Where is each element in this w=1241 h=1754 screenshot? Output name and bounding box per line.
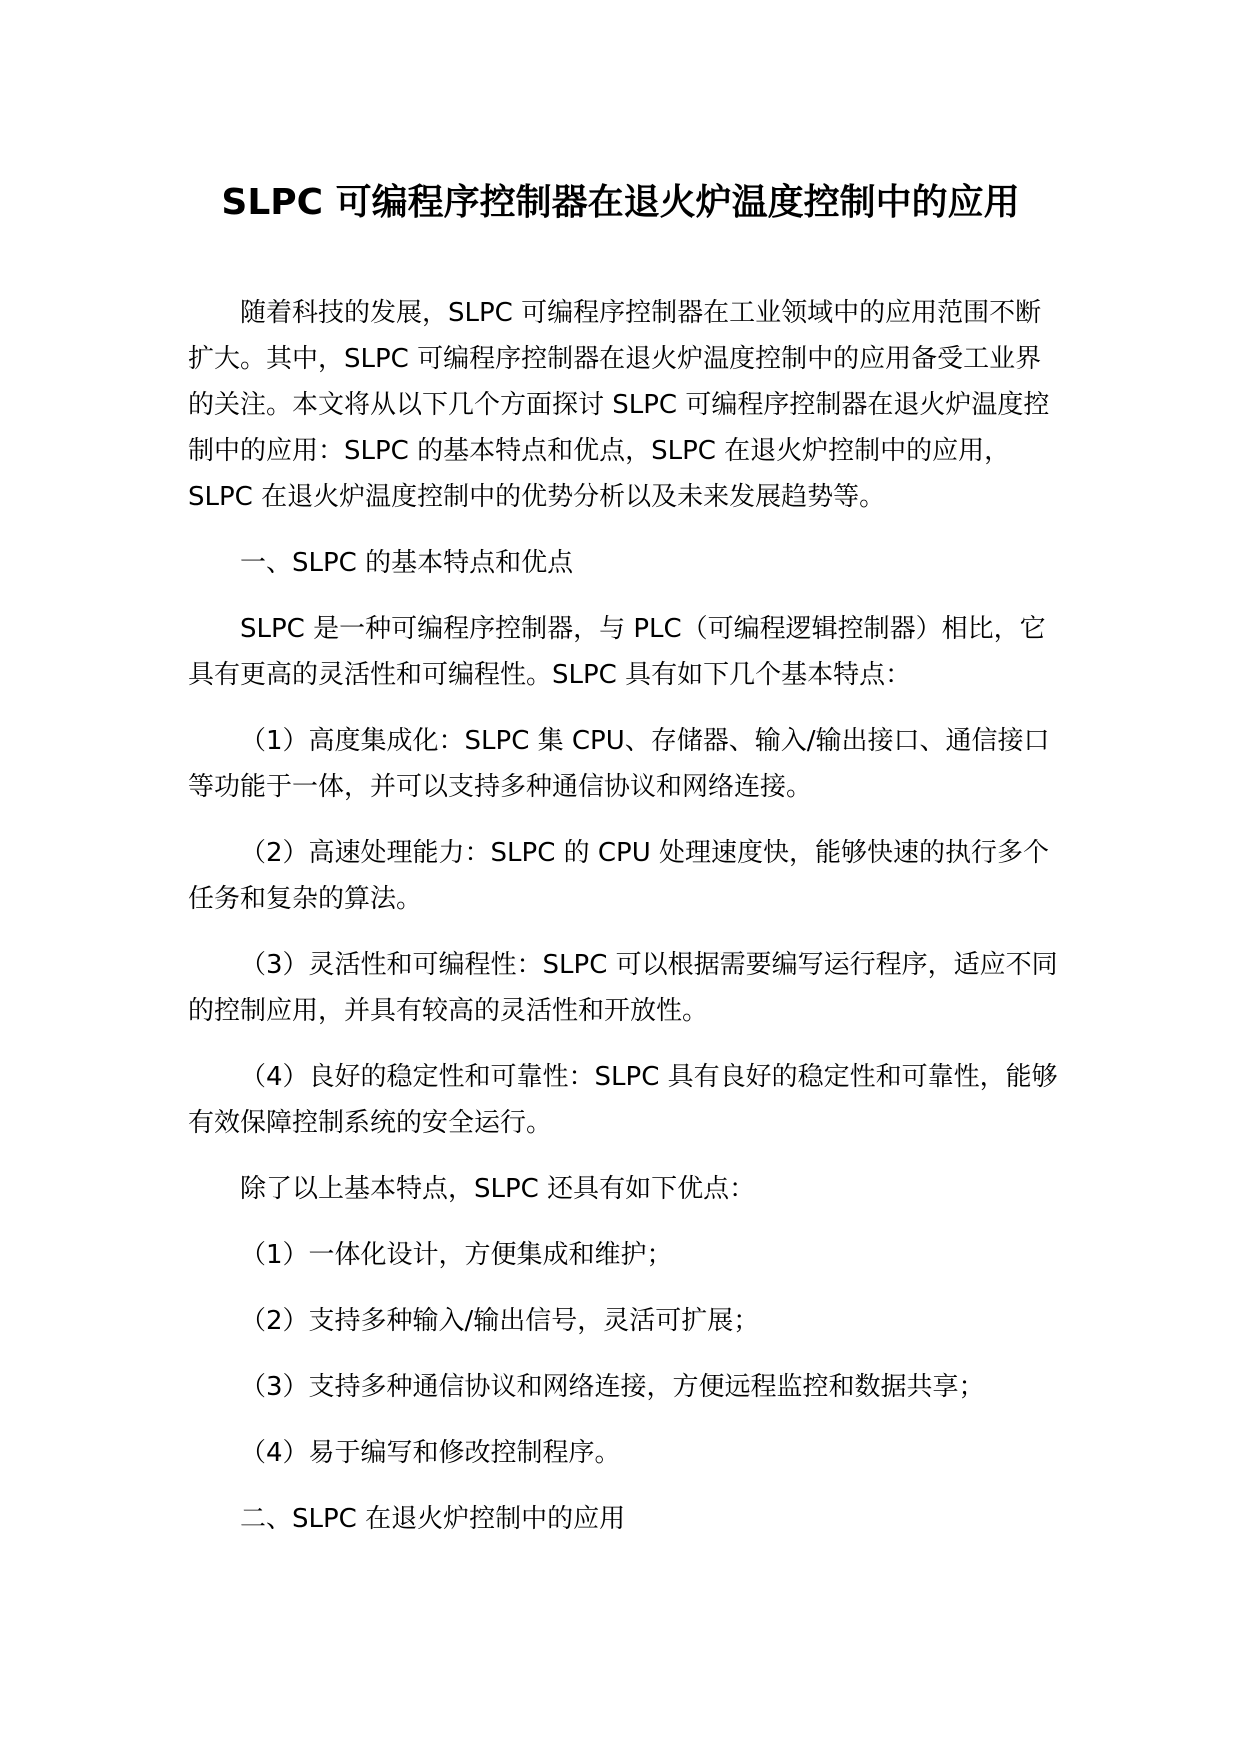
document-title: SLPC 可编程序控制器在退火炉温度控制中的应用 (221, 182, 1020, 223)
advantage-item-4: （4）易于编写和修改控制程序。 (240, 1438, 621, 1468)
section-heading-1: 一、SLPC 的基本特点和优点 (240, 548, 574, 578)
intro-paragraph: 随着科技的发展，SLPC 可编程序控制器在工业领域中的应用范围不断扩大。其中，SLPC 可编程序控制器在退火炉温度控制中的应用备受工业界的关注。本文将从以下几个方面探讨 SLPC 可编程序控制器在退火炉温度控制中的应用：SLPC 的基本特点和优点，SLPC 在退火炉控制中的应用，SLPC 在退火炉温度控制中的优势分析以及未来发展趋势等。 (188, 298, 1050, 512)
advantage-item-2: （2）支持多种输入/输出信号，灵活可扩展； (240, 1306, 760, 1336)
feature-item-3: （3）灵活性和可编程性：SLPC 可以根据需要编写运行程序，适应不同的控制应用，并具有较高的灵活性和开放性。 (188, 950, 1058, 1026)
paragraph: 除了以上基本特点，SLPC 还具有如下优点： (240, 1174, 756, 1204)
feature-item-4: （4）良好的稳定性和可靠性：SLPC 具有良好的稳定性和可靠性，能够有效保障控制系统的安全运行。 (188, 1062, 1058, 1138)
feature-item-1: （1）高度集成化：SLPC 集 CPU、存储器、输入/输出接口、通信接口等功能于一体，并可以支持多种通信协议和网络连接。 (188, 726, 1050, 802)
document-body (188, 290, 1058, 1562)
advantage-item-3: （3）支持多种通信协议和网络连接，方便远程监控和数据共享； (240, 1372, 985, 1402)
feature-item-2: （2）高速处理能力：SLPC 的 CPU 处理速度快，能够快速的执行多个任务和复杂的算法。 (188, 838, 1050, 914)
section-heading-2: 二、SLPC 在退火炉控制中的应用 (240, 1504, 626, 1534)
advantage-item-1: （1）一体化设计，方便集成和维护； (240, 1240, 673, 1270)
paragraph: SLPC 是一种可编程序控制器，与 PLC（可编程逻辑控制器）相比，它具有更高的灵活性和可编程性。SLPC 具有如下几个基本特点： (188, 614, 1046, 690)
